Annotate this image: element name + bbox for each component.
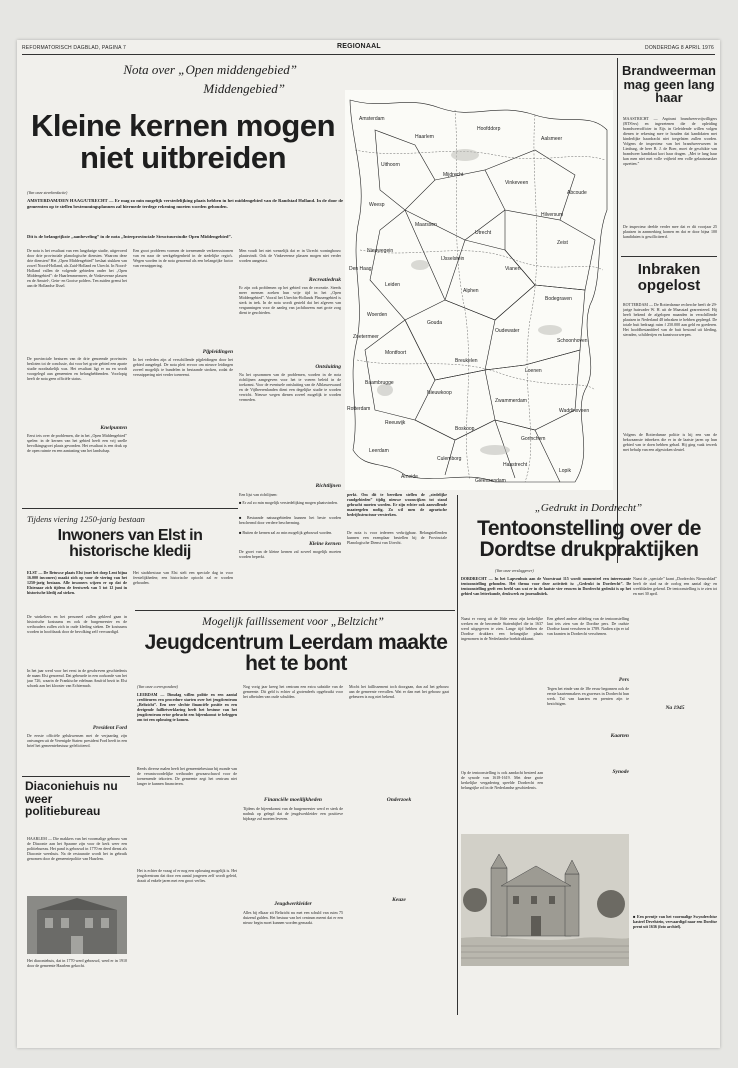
lead-body-8: Men voudt het niet wenselijk dat er in Utrecht woningbouw plaatsvindt. Ook de Vinkeveense plassen mogen niet verder worden aangetast. [239,248,341,263]
leerdam-body-3: Nog vorig jaar kreeg het centrum een extra subsidie van de gemeente. Dit geld is echter al grotendeels opgebruikt voor het afbetalen van oude schulden. [243,684,343,699]
diaconie-rule [22,776,130,777]
map-town: Zwammerdam [495,398,527,404]
lead-bullet-3-text: Buiten de kernen zal zo min mogelijk gebouwd worden. [242,530,333,535]
map-town: Maarssen [415,222,437,228]
lead-subhead-kleine-kernen: Kleine kernen [309,541,341,547]
dordrecht-subhead-na1945: Na 1945 [665,705,685,711]
map-town: Aalsmeer [541,136,563,142]
map-town: Gorinchem [521,436,546,442]
map-town: Culemborg [437,456,462,462]
leerdam-intro: LEERDAM — Dinsdag willen politie en een aantal crediteuren een procedure starten over het jeugdcentrum „Beltzicht”. Een zeer slechte financiële positie en een dreigende faillietverklaring heeft het bestuur van het jeugdcentrum ertoe gebracht een bijeenkomst te beleggen om tot een oplossing te komen. [137,692,237,722]
leerdam-body-1: Reeds diverse malen heeft het gemeentebestuur bij monde van de verantwoordelijke wethouder gewaarschuwd voor de toenemende tekorten. De gemeente zegt het centrum niet langer te kunnen financieren. [137,766,237,786]
dordrecht-body-3: Op de tentoonstelling is ook aandacht besteed aan de synode van 1618-1619. Met deze grote kerkelijke vergadering speelde Dordrecht een belangrijke rol in de Nederlandse geschiedenis. [461,770,543,790]
map-town: Gieessendam [475,478,506,484]
dordrecht-body-2: Een geheel andere afdeling van de tentoonstelling laat iets zien van de Dordtse pers. De oudste Dordtse krant verscheen in 1789. Nadien zijn er tal van kranten in Dordrecht verschenen. [547,616,629,636]
dordrecht-headline: Tentoonstelling over de Dordtse drukpraktijken [477,517,701,562]
leerdam-subhead-jeugdwerkleider: Jeugdwerkleider [274,901,312,907]
map-town: Haarlem [415,134,434,140]
lead-byline: (Van onze streekredactie) [27,190,68,195]
elst-kicker: Tijdens viering 1250-jarig bestaan [27,514,145,524]
header-paper-name: REFORMATORISCH DAGBLAD, PAGINA 7 [22,45,126,51]
leerdam-subhead-keuze: Keuze [392,897,406,903]
map-town: Breukelen [455,358,478,364]
lead-bullet-2-text: Bestaande natuurgebieden kunnen het beste worden beschermd door verdere bescherming. [239,515,341,525]
map-town: Zeist [557,240,568,246]
map-town: Leerdam [369,448,389,454]
map-town: Rotterdam [347,406,371,412]
right-column-rule [617,58,618,563]
right-divider [621,256,717,257]
map-town: Amsterdam [359,116,385,122]
dordrecht-subhead-synode: Synode [612,769,629,775]
leerdam-body-5: Alles bij elkaar zit Beltzicht nu met een schuld van ruim 75 duizend gulden. Het bestuur van het centrum meent dat er een nieuw begin moet kunnen worden gemaakt. [243,910,343,925]
lead-bullet-1: ■ Er zal zo min mogelijk verstedelijking mogen plaatsvinden. [239,500,338,505]
leerdam-byline: (Van onze correspondent) [137,684,178,689]
map-town: Oudewater [495,328,520,334]
dordrecht-caption-text: Een prentje van het voormalige Swyndrechtse kasteel Develstein, vervaardigd naar een Dordtse prent uit 1636 (foto archief). [633,914,717,929]
leerdam-headline: Jeugdcentrum Leerdam maakte het te bont [144,631,448,676]
leerdam-subhead-financiele: Financiële moeilijkheden [264,797,322,803]
lead-body-5: In het verleden zijn al verschillende pijpleidingen door het gebied aangelegd. De nota pleit ervoor om nieuwe leidingen zoveel mogelijk te bundelen in bestaande stroken, zodat de versnippering niet verder toeneemt. [133,357,233,377]
dordrecht-subhead-pers: Pers [618,677,629,683]
map-town: Loenen [525,368,542,374]
map-town: Bodegraven [545,296,572,302]
dordrecht-caption: ■ Een prentje van het voormalige Swyndrechtse kasteel Develstein, vervaardigd naar een Dordtse prent uit 1636 (foto archief). [633,914,717,929]
elst-body-3: In het jaar werd voor het eerst in de geschreven geschiedenis de naam Elst genoemd. Dat gebeurde in een oorkonde van het jaar 726, waarin de Frankische edelman Ansfrid bezit in Elst schonk aan het klooster van Echternach. [27,668,127,688]
dordrecht-subhead-kaarten: Kaarten [610,733,629,739]
lead-subhead-ontsluiting: Ontsluiting [315,364,341,370]
leerdam-body-4: Tijdens de bijeenkomst van de burgemeester werd er sterk de nadruk op gelegd dat de jeugdwerkleider een positieve bijdrage zal moeten leveren. [243,806,343,821]
map-town: Gouda [427,320,443,326]
lead-subhead-knelpunten: Knelpunten [100,425,127,431]
leerdam-body-2: Het is echter de vraag of er nog een oplossing mogelijk is. Het jeugdcentrum dat door een aantal jongeren zelf wordt geleid, draait al enkele jaren met een groot verlies. [137,868,237,883]
elst-body-2: De winkeliers en het personeel zullen gekleed gaan in historische kostuums en ook de burgemeester en de wethouders zullen zich in oude kleding steken. De kostuums worden in hoofdzaak door de bevolking zelf vervaardigd. [27,614,127,634]
lead-intro-2: Dit is de belangrijkste „aanbeveling” in de nota „Interprovinciale Structuurstudie Open Middengebied”. [27,234,232,239]
lead-body-7: Na het opsommen van de problemen, worden in de nota richtlijnen aangegeven voor het te voeren beleid in de toekomst. Voor de eventuele ontsluiting van de Alblasserwaard en de Vijfheerenlanden dient een degelijke studie te worden verricht. Nieuwe wegen dienen zoveel mogelijk te worden vermeden. [239,372,341,402]
diaconie-photo [27,896,127,954]
map-town: Boskoop [455,426,475,432]
elst-body-5: Het stadsbestuur van Elst stelt een speciale dag in voor feestelijkheden; een historische optocht zal er worden gehouden. [133,570,233,585]
map-town: Montfoort [385,350,407,356]
map-town: Mijdrecht [443,172,464,178]
leerdam-body-6: Mocht het faillissement toch doorgaan, dan zal het gebouw aan de gemeente vervallen. Wat er dan met het gebouw gaat gebeuren is nog niet bekend. [349,684,449,699]
map-town: Uithoorn [381,162,400,168]
lead-kicker-2: Middengebied” [203,81,285,96]
dordrecht-byline: (Van onze verslaggever) [495,568,534,573]
leerdam-rule [135,610,455,611]
lead-bullet-2: ■ Bestaande natuurgebieden kunnen het beste worden beschermd door verdere bescherming. [239,515,341,525]
map-town: Weesp [369,202,385,208]
dordrecht-body-5: Naast de „speciale” krant „Dordrechts Nieuwsblad” heeft de stad na de oorlog een aantal dag- en weekbladen gekend. De tentoonstelling is te zien tot en met 30 april. [633,576,717,596]
diaconie-body-2: Het diaconiehuis, dat in 1770 werd gebouwd, werd er in 1910 door de gemeente Haarlem gekocht. [27,958,127,968]
lead-body-3: Eerst iets over de problemen, die in het „Open Middengebied” spelen: in de kernen van het gebied heeft een vrij snelle bevolkingsgroei plaats gevonden. Het resultaat is een druk op de open ruimte en een aantasting van het landschap. [27,433,127,453]
dordrecht-rule [457,495,458,1015]
lead-body-1: De nota is het resultaat van een langdurige studie, uitgevoerd door drie provinciale planologische diensten. Waarom deze drie diensten? Het „Open Middengebied” beslaat stukken van zowel Noord-Holland, als Zuid-Holland en Utrecht. In Noord-Holland vallen de volgende gebieden onder het „Open Middengebied”: de Haarlemmermeer, de Vinkeveense plassen en de Amstel-, Gein- en Gooise polders. Ten zuiden grenst het aan de Hollandse IJssel. [27,248,127,288]
map-town: Alphen [463,288,479,294]
diaconie-headline: Diaconiehuis nu weer politiebureau [25,779,118,819]
map-town: Vianen [505,266,521,272]
inbraken-body-2: Volgens de Rotterdamse politie is hij een van de bekwaamste inbrekers die er in de laatste jaren op hun gebied van te doen hebben gehad. Hij ging vaak tewerk met behulp van een afgestoken sleutel. [623,432,717,452]
building-photo-icon [27,896,127,954]
brandweer-headline: Brandweerman mag geen lang haar [622,63,716,106]
map-town: Lopik [559,468,571,474]
map-town: Hilversum [541,212,564,218]
map-town: Hoofddorp [477,126,501,132]
elst-body-4: De eerste officiële gelukwensen met de verjaardag zijn ontvangen uit de Verenigde Staten: president Ford heeft in een brief het gemeentebestuur gefeliciteerd. [27,733,127,748]
regional-map [345,90,613,490]
map-town: Waddinxveen [559,408,590,414]
newspaper-page [17,40,720,1048]
lead-body-9: Een lijst van richtlijnen: [239,492,278,497]
lead-body-4: Een groot probleem vormen de toenemende verkeersstromen van en naar de werkgelegenheid in de stedelijke regio's. Wegen worden in de nota genoemd als een belangrijke factor van versnippering. [133,248,233,268]
elst-rule [22,508,238,509]
map-town: Ameide [401,474,418,480]
map-town: Den Haag [349,266,372,272]
map-town: Woerden [367,312,388,318]
header-rule [22,54,715,55]
castle-engraving-icon [461,834,629,966]
lead-subhead-richtlijnen: Richtlijnen [315,483,341,489]
lead-bullet-3: ■ Buiten de kernen zal zo min mogelijk gebouwd worden. [239,530,333,535]
elst-headline: Inwoners van Elst in historische kledij [57,527,203,561]
map-town: Reeuwijk [385,420,406,426]
map-town: Haastrecht [503,462,528,468]
elst-body-1: ELST — De Betuwse plaats Elst (met het dorp Lent bijna 16.000 inwoners) maakt zich op voor de viering van het 1250-jarig bestaan. Alle inwoners wijzen er op dat de Elstenaar zich tijdens de feestweek van 5 tot 12 juni in historische kledij zal steken. [27,570,127,595]
map-town: Schoonhoven [557,338,588,344]
map-town: Zoetermeer [353,334,379,340]
dordrecht-engraving [461,834,629,966]
dordrecht-body-4: Tegen het einde van de 18e eeuw begonnen ook de eerste kaartenmakers en graveurs in Dordrecht hun werk. Tal van kaarten en prenten zijn te bezichtigen. [547,686,629,706]
inbraken-body: ROTTERDAM — De Rotterdamse recherche heeft de 29-jarige huisvader W. H. uit de Maasstad gearresteerd. Hij heeft bekend de afgelopen maanden in verschillende plaatsen in Nederland 48 inbraken te hebben gepleegd. De totale buit bedraagt ruim f 250.000 aan geld en goederen. Het hoofdbestanddeel van de buit bestond uit kleding, sieraden, schilderijen en kunstvoorwerpen. [623,302,717,337]
lead-subhead-recreatiedruk: Recreatiedruk [308,277,341,283]
map-town: Vinkeveen [505,180,529,186]
lead-kicker: Nota over „Open middengebied” [123,62,297,77]
lead-body-12: De nota is voor iedereen verkrijgbaar. Belangstellenden kunnen een exemplaar bestellen bij de Provinciale Planologische Dienst van Utrecht. [347,530,447,545]
leerdam-kicker: Mogelijk faillissement voor „Beltzicht” [202,616,384,628]
lead-body-10: De groei van de kleine kernen zal zoveel mogelijk moeten worden beperkt. [239,549,341,559]
diaconie-body: HAARLEM — Die makkers van het voormalige gebouw van de Diaconie aan het Spaarne zijn voor de kerk weer een politiebureau. Het pand is gebouwd in 1770 en deed dienst als Diaconie weeshuis. Na de restauratie wordt het in gebruik genomen door de gemeentepolitie van Haarlem. [27,836,127,861]
lead-bullet-1-text: Er zal zo min mogelijk verstedelijking mogen plaatsvinden. [242,500,338,505]
brandweer-body-2: De inspecteur deelde verder mee dat er dit voorjaar 25 plaatsen in aanmerking komen en dat er door bijna 100 kandidaten is gesolliciteerd. [623,224,717,239]
lead-body-2: De provinciale besturen van de drie genoemde provincies besloten tot de conclusie, dat voor het grote gebied een aparte studie noodzakelijk was. Het resultaat ligt er nu en wordt voorgelegd aan gemeenten en belanghebbenden. Voorlopig heeft de nota geen officiële status. [27,356,127,381]
lead-intro: AMSTERDAM/DEN HAAG/UTRECHT — Er mag zo min mogelijk verstedelijking plaats hebben in het middengebied van de Randstad Holland. In de door de gemeenten op te stellen bestemmingsplannen zal hiermede terdege rekening moeten worden gehouden. [27,198,343,209]
dordrecht-intro: DORDRECHT — In het Lapvenhuis aan de Voorstraat 115 wordt momenteel een interessante tentoonstelling gehouden. Het thema voor deze activiteit is: „Gedrukt in Dordrecht”. De tentoonstelling geeft een beeld van wat er in de laatste vier eeuwen in Dordrecht gedrukt is op het gebied van letterkunde, drukwerk en journalistiek. [461,576,631,596]
elst-subhead-president: President Ford [92,725,127,731]
brandweer-body: MAASTRICHT — Aspirant brandweervrijwilligers (BTS'ers) en ingezetenen die de opleiding brandweerofficier in Eijs in Geleidende willen volgen dienen te rekening mee te houden dat kandidaten met kinderlijke haardracht niet toegelaten zullen worden. Volgens de inspecteur van het brandweerwezen in Limburg, de heer B. J. de Boer, moet de geschikte van brandweer kandidaat kort haar dragen. „Met te lang haar kan men niet met volle vrijheid een volle gelaatsmasker opzetten.” [623,116,717,166]
dordrecht-body-1: Naast er vroeg uit de 16de eeuw zijn kerkelijke werken en de beroemde Statenbijbel die in 1637 werd uitgegeven te zien. Lange tijd hebben de Dordtse drukkers een belangrijke plaats ingenomen in de Nederlandse boekdrukkunst. [461,616,543,641]
map-town: IJsselstein [441,256,465,262]
leerdam-subhead-onderzoek: Onderzoek [386,797,412,803]
lead-headline: Kleine kernen mogen niet uitbreiden [30,108,336,175]
lead-body-11: perkt. Om dit te bereiken stellen de „stedelijke randgebieden” tijdig nieuwe woonwijken tot stand gebracht moeten worden. Er zijn echter ook aanvullende maatregelen nodig. Zo wil men de agrarische bedrijfsstructuur versterken. [347,492,447,517]
map-town: Baambrugge [365,380,394,386]
map-town: Nieuwegein [367,248,394,254]
dordrecht-kicker: „Gedrukt in Dordrecht” [534,502,643,514]
inbraken-headline: Inbraken opgelost [637,261,701,294]
map-town: Leiden [385,282,401,288]
header-date: DONDERDAG 8 APRIL 1976 [645,45,714,51]
lead-body-6: Er zijn ook problemen op het gebied van de recreatie. Steeds meer mensen zoeken hun vrije tijd in het „Open Middengebied”. Vooral het Utrechts-Hollands Plassengebied is sterk in trek. In de nota wordt gesteld dat het afgeven van vergunningen voor de aanleg van jachthavens met grote zorg dient te geschieden. [239,285,341,315]
map-town: Utrecht [475,230,492,236]
lead-subhead-pijpleidingen: Pijpleidingen [202,349,233,355]
map-town: Nieuwkoop [427,390,452,396]
map-town: Abcoude [567,190,587,196]
map-drawing [345,90,613,490]
header-section: REGIONAAL [337,43,381,50]
